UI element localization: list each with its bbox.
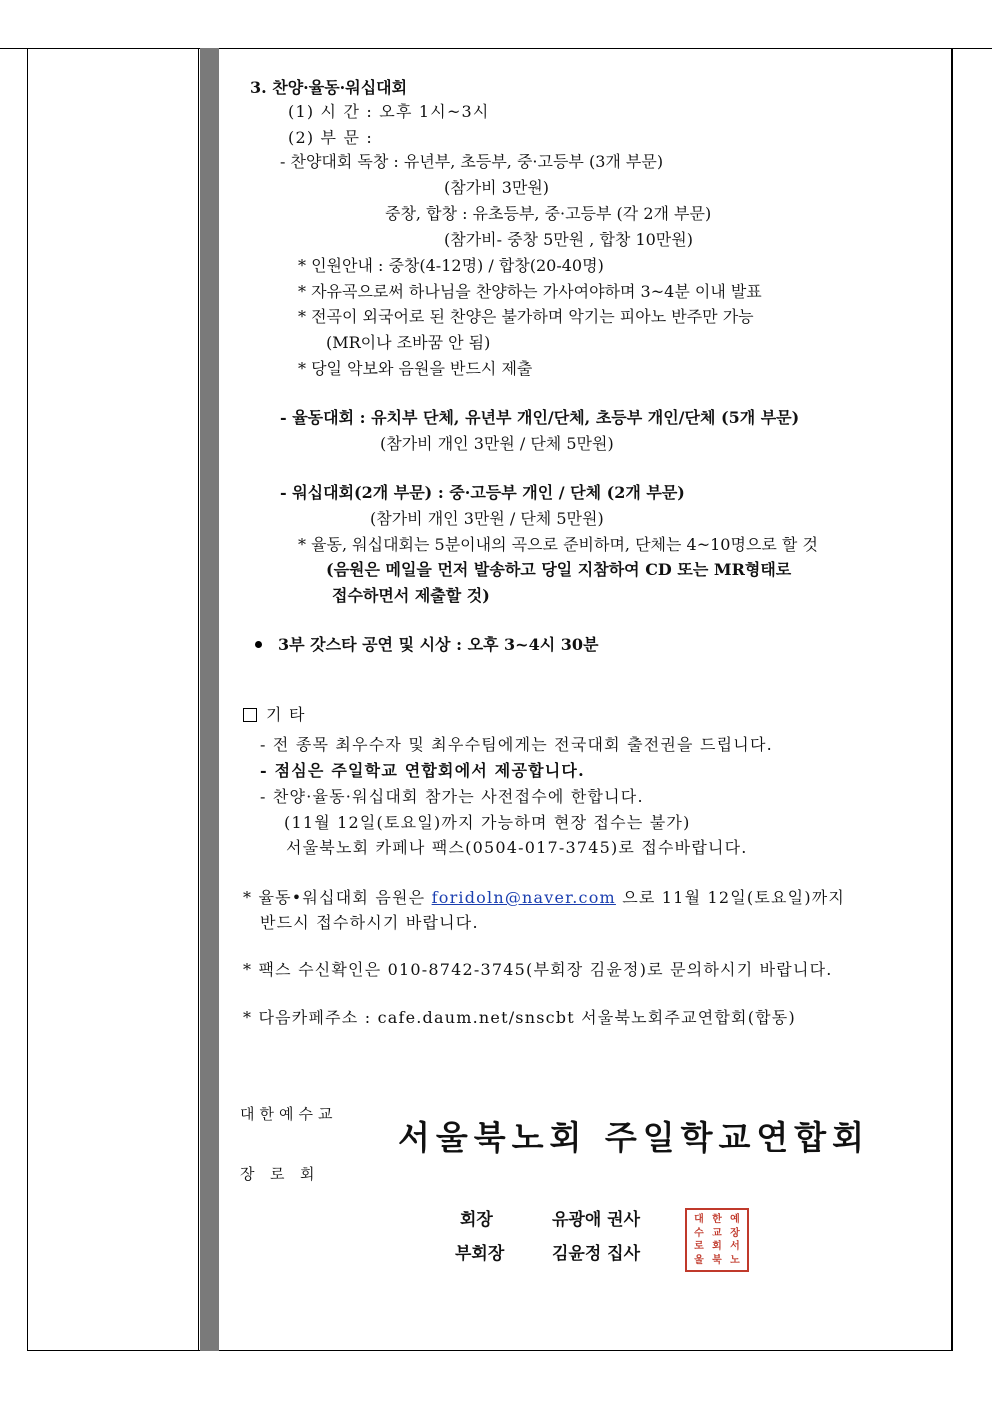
email-link[interactable]: foridoln@naver.com	[431, 888, 616, 907]
seal-char: 노	[730, 1254, 740, 1266]
praise-group-fee: (참가비- 중창 5만원 , 합창 10만원)	[444, 230, 693, 249]
etc-item-qualification: - 전 종목 최우수자 및 최우수팀에게는 전국대회 출전권을 드립니다.	[260, 735, 773, 754]
right-column-rule	[951, 48, 952, 1351]
dept-line: (2) 부 문 :	[288, 128, 374, 147]
bullet-icon	[255, 641, 262, 648]
vice-president-title: 부회장	[455, 1244, 505, 1264]
note-language: * 전곡이 외국어로 된 찬양은 불가하며 악기는 피아노 반주만 가능	[298, 307, 754, 326]
vice-president-name: 김윤정 집사	[552, 1244, 641, 1264]
audio-note-line	[243, 888, 845, 908]
seal-char: 한	[712, 1214, 722, 1225]
seal-char: 장	[730, 1227, 740, 1239]
worship-contest-line: - 워십대회(2개 부문) : 중·고등부 개인 / 단체 (2개 부문)	[280, 483, 685, 502]
president-name: 유광애 권사	[552, 1210, 641, 1230]
seal-char: 북	[712, 1254, 722, 1266]
note-submit-score: * 당일 악보와 음원을 반드시 제출	[298, 359, 533, 378]
audio-note-suffix: 으로 11월 12일(토요일)까지	[615, 888, 846, 907]
seal-characters	[690, 1213, 744, 1267]
etc-item-contact: 서울북노회 카페나 팩스(0504-017-3745)로 접수바랍니다.	[286, 838, 748, 857]
organization-name: 서울북노회 주일학교연합회	[398, 1118, 871, 1157]
note-mr: (MR이나 조바꿈 안 됨)	[326, 333, 491, 352]
audio-note-prefix: * 율동•워십대회 음원은	[243, 888, 432, 907]
praise-group-line: 중창, 합창 : 유초등부, 중·고등부 (각 2개 부문)	[385, 204, 712, 223]
praise-solo-fee: (참가비 3만원)	[444, 178, 550, 197]
denomination-line-1: 대한예수교	[240, 1105, 338, 1123]
time-line: (1) 시 간 : 오후 1시~3시	[288, 102, 490, 121]
note-headcount: * 인원안내 : 중창(4-12명) / 합창(20-40명)	[298, 256, 604, 275]
checkbox-icon	[243, 708, 257, 722]
note-duration: * 율동, 워십대회는 5분이내의 곡으로 준비하며, 단체는 4~10명으로 할 것	[298, 535, 818, 554]
note-audio-submit-2: 접수하면서 제출할 것)	[332, 586, 490, 605]
dance-contest-line: - 율동대회 : 유치부 단체, 유년부 개인/단체, 초등부 개인/단체 (5개 부문)	[280, 408, 800, 427]
etc-title: 기 타	[266, 705, 306, 724]
etc-item-deadline: (11월 12일(토요일)까지 가능하며 현장 접수는 불가)	[284, 813, 691, 832]
section-title: 3. 찬양·율동·워십대회	[250, 78, 408, 97]
seal-char: 회	[712, 1241, 722, 1252]
official-seal-stamp	[685, 1208, 749, 1272]
gray-margin-bar	[200, 48, 219, 1351]
cafe-note: * 다음카페주소 : cafe.daum.net/snscbt 서울북노회주교연합회(합동)	[243, 1008, 796, 1027]
seal-char: 대	[694, 1214, 704, 1225]
seal-char: 수	[694, 1227, 704, 1239]
seal-char: 서	[730, 1241, 740, 1252]
note-free-song: * 자유곡으로써 하나님을 찬양하는 가사여야하며 3~4분 이내 발표	[298, 282, 762, 301]
dance-contest-fee: (참가비 개인 3만원 / 단체 5만원)	[380, 434, 614, 453]
seal-char: 예	[730, 1214, 740, 1225]
president-title: 회장	[460, 1210, 493, 1230]
seal-char: 울	[694, 1254, 704, 1266]
note-audio-submit: (음원은 메일을 먼저 발송하고 당일 지참하여 CD 또는 MR형태로	[326, 560, 792, 579]
part3-line: 3부 갓스타 공연 및 시상 : 오후 3~4시 30분	[278, 635, 599, 654]
fax-note: * 팩스 수신확인은 010-8742-3745(부회장 김윤정)로 문의하시기 바랍니다.	[243, 960, 833, 979]
audio-note-line-2: 반드시 접수하시기 바랍니다.	[260, 913, 479, 932]
left-column-rule	[198, 48, 199, 1351]
denomination-line-2: 장 로 회	[240, 1165, 317, 1183]
etc-item-lunch: - 점심은 주일학교 연합회에서 제공합니다.	[260, 761, 585, 780]
seal-char: 로	[694, 1241, 704, 1252]
etc-item-registration: - 찬양·율동·워십대회 참가는 사전접수에 한합니다.	[260, 787, 644, 806]
worship-contest-fee: (참가비 개인 3만원 / 단체 5만원)	[370, 509, 604, 528]
praise-solo-line: - 찬양대회 독창 : 유년부, 초등부, 중·고등부 (3개 부문)	[280, 152, 664, 171]
seal-char: 교	[712, 1227, 722, 1239]
